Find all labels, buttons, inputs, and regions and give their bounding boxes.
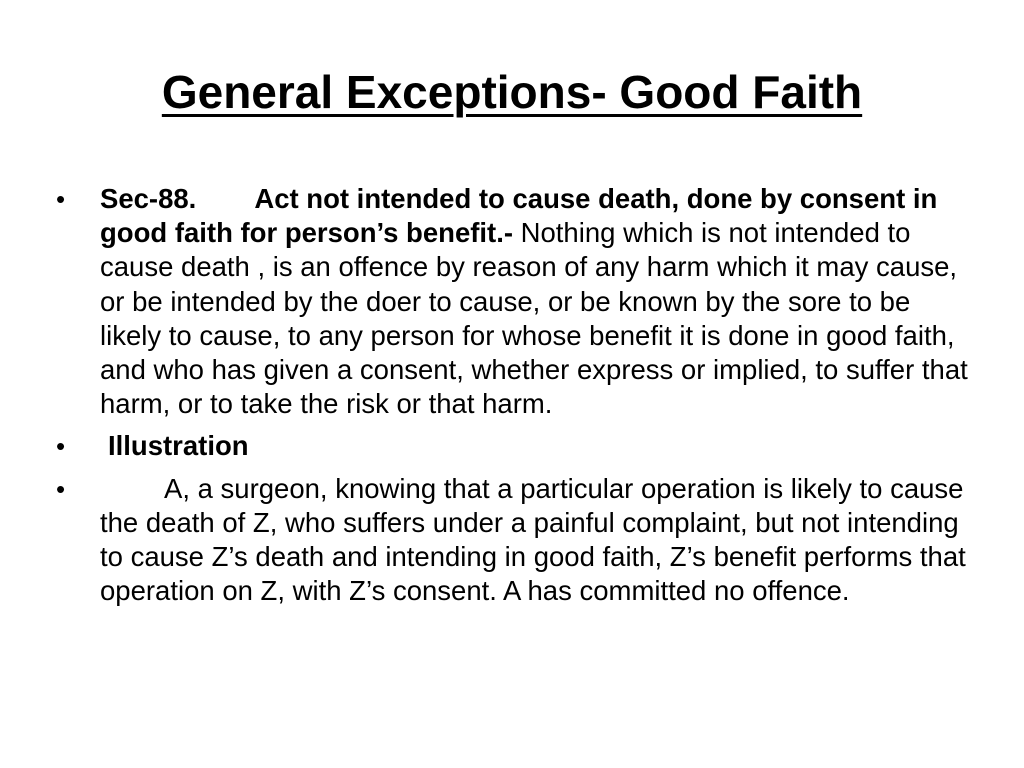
bullet-text (100, 429, 968, 463)
section-number: Sec-88. (100, 183, 197, 214)
illustration-body: A, a surgeon, knowing that a particular operation is likely to cause the death of Z, who suffers under a painful complaint, but not intending to cause Z’s death and intending in good faith, Z’s benefit performs that operation on Z, with Z’s consent. A has committed no offence. (100, 472, 966, 607)
bullet-item-illustration (56, 429, 968, 463)
section-body: Nothing which is not intended to cause death , is an offence by reason of any harm which it may cause, or be intended by the doer to cause, or be known by the sore to be likely to cause, to any person for whose benefit it is done in good faith, and who has given a consent, whether express or implied, to suffer that harm, or to take the risk or that harm. (100, 217, 968, 420)
bullet-icon: • (56, 473, 66, 504)
illustration-heading: Illustration (108, 430, 249, 462)
slide-title (0, 62, 1024, 122)
bullet-icon: • (56, 431, 66, 462)
bullet-text (100, 472, 968, 609)
bullet-text (100, 182, 968, 421)
slide-title-text: General Exceptions- Good Faith (161, 66, 863, 118)
bullet-list (56, 182, 968, 616)
bullet-icon: • (56, 184, 66, 214)
bullet-item-sec-88 (56, 182, 968, 421)
section-heading: Act not intended to cause death, done by consent in good faith for person’s benefit.- (100, 183, 938, 249)
bullet-item-illustration-body (56, 472, 968, 609)
